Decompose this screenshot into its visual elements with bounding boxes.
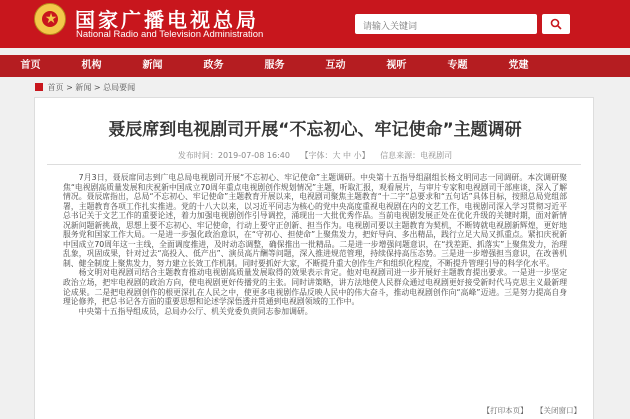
main-nav (0, 55, 630, 77)
divider (47, 164, 581, 165)
font-size-selector[interactable]: 【字体：大 中 小】 (300, 151, 370, 160)
search-input[interactable] (355, 17, 505, 37)
breadcrumb-separator: > (93, 83, 101, 92)
home-icon (35, 83, 43, 91)
footer-links (477, 405, 581, 416)
print-link[interactable]: 【打印本页】 (482, 406, 528, 415)
breadcrumb-separator: > (66, 83, 73, 92)
breadcrumb-home[interactable]: 首页 (47, 83, 64, 92)
nav-item-topics[interactable]: 专题 (447, 60, 468, 71)
nav-item-audiovisual[interactable]: 视听 (386, 60, 407, 71)
article-source: 信息来源：电视剧司 (380, 151, 453, 160)
nav-item-news[interactable]: 新闻 (142, 60, 163, 71)
search-button[interactable] (542, 14, 570, 34)
search-icon (550, 18, 562, 30)
site-title[interactable]: 国家广播电视总局 (75, 8, 259, 32)
site-subtitle: National Radio and Television Administration (76, 29, 264, 40)
article-panel (34, 97, 594, 419)
nav-item-government-affairs[interactable]: 政务 (203, 60, 224, 71)
nav-item-home[interactable]: 首页 (20, 60, 41, 71)
article-meta (35, 150, 595, 161)
search-box[interactable] (355, 14, 537, 34)
nav-item-party-building[interactable]: 党建 (508, 60, 529, 71)
article-paragraph: 7月3日，聂辰席同志到广电总局电视剧司开展“不忘初心、牢记使命”主题调研。中央第十五指导组副组长杨文明同志一同调研。本次调研聚焦“电视剧高质量发展和庆祝新中国成立70周年重点电视剧创作规划情况”主题，听取汇报，观看展片，与审片专家和电视剧司干部座谈，深入了解情况。聂辰席指出，总局“不忘初心、牢记使命”主题教育开展以来，电视剧司聚焦主题教育“十二字”总要求和“五句话”具体目标，按照总局党组部署，主题教育各项工作扎实推进。党的十八大以来，以习近平同志为核心的党中央高度重视电视剧在内的文艺工作，电视剧司深入学习贯彻习近平总书记关于文艺工作的重要论述，着力加强电视剧创作引导调控，涌现出一大批优秀作品。当前电视剧发展正处在优化升级的关键时期，面对新情况新问题新挑战，思想上要不忘初心、牢记使命，行动上要守正创新、担当作为。电视剧司要以主题教育为契机，不断铸就电视剧新辉煌，更好地服务党和国家工作大局。一是进一步强化政治意识，在“守初心、担使命”上聚焦发力，把好导向、多出精品，践行立足大局又抓重点。紧扣庆祝新中国成立70周年这一主线，全面调度推进，及时动态调整，确保推出一批精品。二是进一步增强问题意识，在“找差距、抓落实”上聚焦发力，治理乱象，巩固成果，针对过去“高投入、低产出”、演员高片酬等问题，深入推进规范管理，持续保持高压态势。三是进一步增强担当意识，在改善机制、健全制度上聚焦发力，努力建立长效工作机制。同时要抓好大家，不断提升重大创作生产和组织化程度，不断提升管理引导的科学化水平。 (63, 173, 567, 268)
article-title: 聂辰席到电视剧司开展“不忘初心、牢记使命”主题调研 (108, 120, 522, 140)
site-header (0, 0, 630, 48)
publish-date: 发布时间：2019-07-08 16:40 (177, 151, 290, 160)
breadcrumb-news[interactable]: 新闻 (75, 83, 92, 92)
article-paragraph: 杨文明对电视剧司结合主题教育推动电视剧高质量发展取得的效果表示肯定。他对电视剧司进一步开展好主题教育提出要求。一是进一步坚定政治立场，把牢电视剧的政治方向，使电视剧更好传播党的主张。同时讲策略，讲方法地使人民群众通过电视剧更好接受新时代马克思主义最新理论成果。二是把电视剧创作的根更深扎在人民之中，使更多电视剧作品反映人民中的伟大奋斗，推动电视剧创作向“高峰”迈进。三是努力提高自身理论修养，把总书记各方面的重要思想和论述学深悟透并贯通到电视剧领域的工作中。 (63, 268, 567, 307)
close-window-link[interactable]: 【关闭窗口】 (536, 406, 581, 415)
national-emblem-icon: ★ (34, 3, 66, 35)
breadcrumb-current[interactable]: 总局要闻 (103, 83, 136, 92)
article-paragraph: 中央第十五指导组成员，总局办公厅、机关党委负责同志参加调研。 (78, 306, 313, 316)
nav-item-agency[interactable]: 机构 (81, 60, 102, 71)
nav-item-services[interactable]: 服务 (264, 60, 285, 71)
article-body (63, 173, 567, 316)
nav-item-interaction[interactable]: 互动 (325, 60, 346, 71)
breadcrumb (35, 83, 135, 93)
